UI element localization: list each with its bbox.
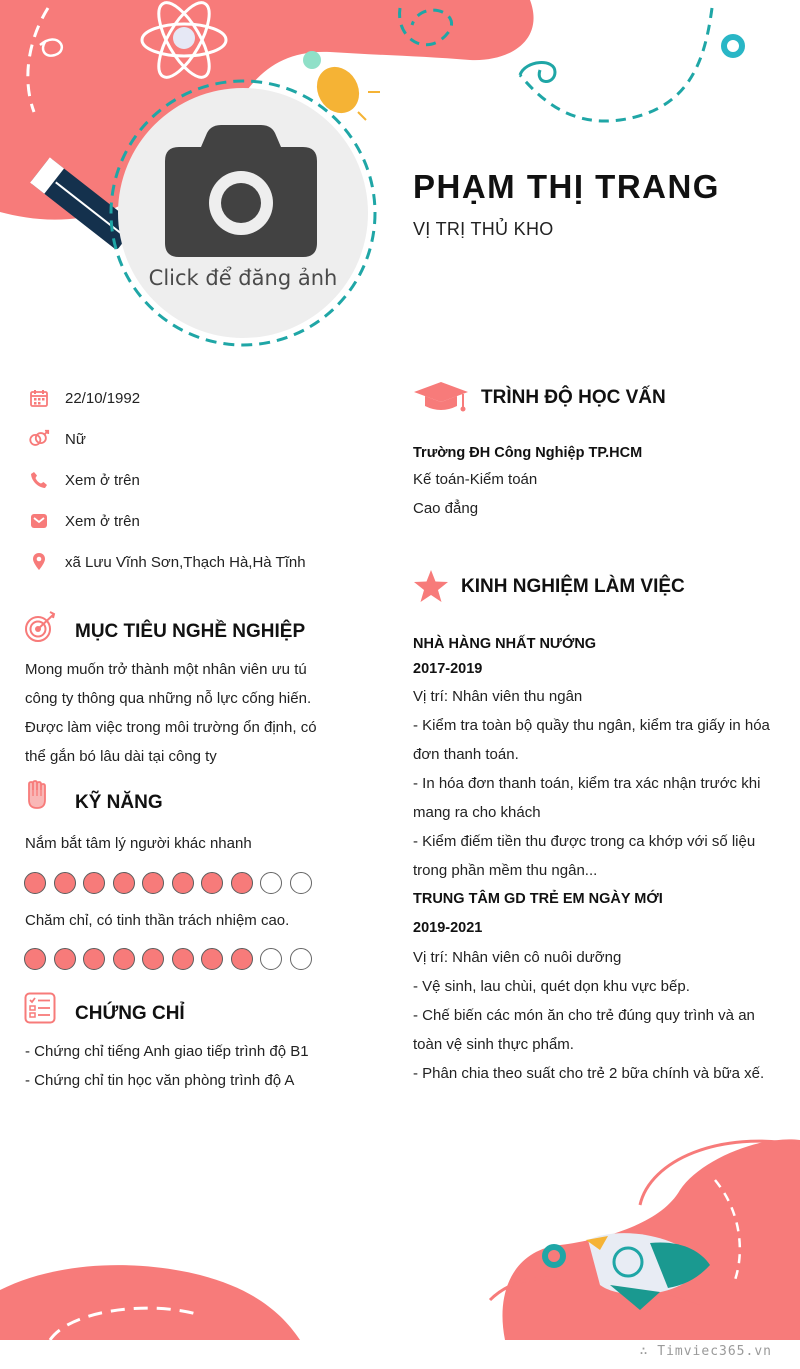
phone-icon [28, 469, 50, 491]
education-major: Kế toán-Kiểm toán [413, 471, 538, 488]
job-line: - In hóa đơn thanh toán, kiểm tra xác nhận trước khi [413, 775, 761, 792]
camera-icon [165, 125, 317, 260]
education-title: TRÌNH ĐỘ HỌC VẤN [481, 387, 666, 408]
phone-value: Xem ở trên [65, 471, 140, 489]
skill-name: Nắm bắt tâm lý người khác nhanh [25, 835, 252, 852]
rating-dot-filled [83, 872, 105, 894]
watermark: ∴ Timviec365.vn [639, 1344, 772, 1359]
gender-value: Nữ [65, 430, 86, 448]
objective-text [25, 655, 325, 771]
rating-dot-filled [113, 948, 135, 970]
job-line: - Chế biến các món ăn cho trẻ đúng quy trình và an [413, 1007, 755, 1024]
objective-title: MỤC TIÊU NGHỀ NGHIỆP [75, 621, 306, 642]
rating-dot-filled [172, 872, 194, 894]
job-line: - Vệ sinh, lau chùi, quét dọn khu vực bếp. [413, 978, 690, 995]
rating-dot-filled [142, 948, 164, 970]
education-degree: Cao đẳng [413, 500, 479, 517]
contact-address [28, 550, 306, 574]
rating-dot-filled [201, 872, 223, 894]
job-entry [413, 885, 783, 1088]
gender-icon [28, 428, 50, 450]
contact-phone [28, 468, 140, 492]
job-line: đơn thanh toán. [413, 746, 519, 763]
calendar-icon [28, 387, 50, 409]
experience-list [413, 632, 783, 1088]
rating-dot-empty [290, 872, 312, 894]
objective-line: thể gắn bó lâu dài tại công ty [25, 748, 217, 765]
skill-rating [24, 948, 312, 970]
education-school: Trường ĐH Công Nghiệp TP.HCM [413, 445, 643, 461]
job-line: Vị trí: Nhân viên thu ngân [413, 688, 583, 705]
contact-email [28, 509, 140, 533]
checklist-icon [24, 992, 56, 1024]
graduation-cap-icon [413, 380, 469, 414]
job-line: mang ra cho khách [413, 804, 541, 821]
location-icon [28, 551, 50, 573]
skill-rating [24, 872, 312, 894]
certificate-item: - Chứng chỉ tiếng Anh giao tiếp trình độ B1 [25, 1043, 309, 1060]
skills-title: KỸ NĂNG [75, 792, 163, 813]
rating-dot-filled [113, 872, 135, 894]
address-value: xã Lưu Vĩnh Sơn,Thạch Hà,Hà Tĩnh [65, 553, 306, 571]
job-years: 2017-2019 [413, 661, 483, 677]
birthdate-value: 22/10/1992 [65, 389, 141, 407]
rating-dot-filled [231, 872, 253, 894]
rating-dot-filled [83, 948, 105, 970]
rating-dot-empty [290, 948, 312, 970]
rating-dot-filled [54, 948, 76, 970]
job-line: Vị trí: Nhân viên cô nuôi dưỡng [413, 949, 622, 966]
rating-dot-filled [231, 948, 253, 970]
rating-dot-filled [172, 948, 194, 970]
rating-dot-empty [260, 948, 282, 970]
fist-icon [24, 780, 50, 812]
job-years: 2019-2021 [413, 920, 483, 936]
email-icon [28, 510, 50, 532]
candidate-name: PHẠM THỊ TRANG [413, 168, 720, 205]
email-value: Xem ở trên [65, 512, 140, 530]
contact-birthdate [28, 386, 141, 410]
job-line: trong phần mềm thu ngân... [413, 862, 598, 879]
photo-upload[interactable] [118, 88, 368, 338]
objective-line: Mong muốn trở thành một nhân viên ưu tú [25, 661, 307, 678]
certificate-item: - Chứng chỉ tin học văn phòng trình độ A [25, 1072, 295, 1089]
rating-dot-filled [54, 872, 76, 894]
rating-dot-filled [24, 872, 46, 894]
rating-dot-filled [24, 948, 46, 970]
photo-upload-label: Click để đăng ảnh [148, 266, 338, 290]
job-line: toàn vệ sinh thực phẩm. [413, 1036, 574, 1053]
skill-name: Chăm chỉ, có tinh thần trách nhiệm cao. [25, 912, 290, 929]
star-icon [413, 569, 449, 603]
job-entry [413, 632, 783, 885]
job-line: - Kiểm điếm tiền thu được trong ca khớp với số liệu [413, 833, 756, 850]
job-line: - Kiểm tra toàn bộ quầy thu ngân, kiểm tra giấy in hóa [413, 717, 770, 734]
contact-gender [28, 427, 86, 451]
job-company: NHÀ HÀNG NHẤT NƯỚNG [413, 636, 597, 652]
certificates-title: CHỨNG CHỈ [75, 1003, 185, 1024]
job-company: TRUNG TÂM GD TRẺ EM NGÀY MỚI [413, 891, 663, 907]
job-line: - Phân chia theo suất cho trẻ 2 bữa chính và bữa xế. [413, 1065, 765, 1082]
rating-dot-empty [260, 872, 282, 894]
objective-line: công ty thông qua những nỗ lực cống hiến. [25, 690, 312, 707]
objective-line: Được làm việc trong môi trường ổn định, có [25, 719, 317, 736]
experience-title: KINH NGHIỆM LÀM VIỆC [461, 576, 685, 597]
target-icon [24, 611, 58, 643]
job-position: VỊ TRỊ THỦ KHO [413, 219, 554, 239]
rating-dot-filled [142, 872, 164, 894]
rating-dot-filled [201, 948, 223, 970]
